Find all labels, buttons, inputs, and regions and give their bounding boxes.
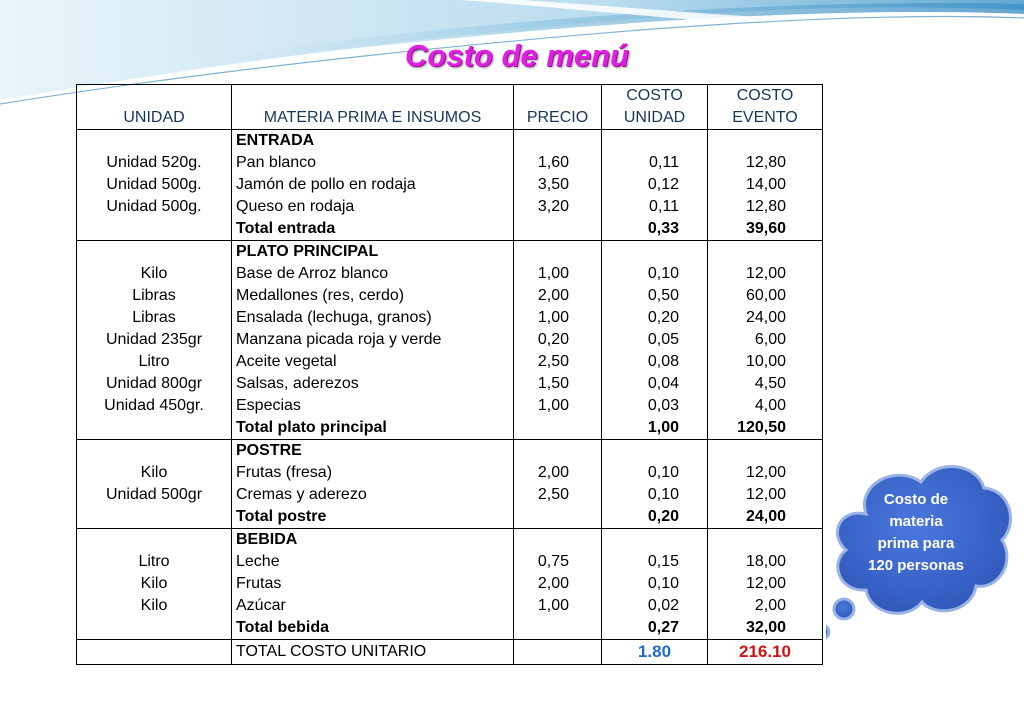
cost-unit-cell: 0,11 <box>602 152 708 174</box>
table-row <box>77 307 823 329</box>
section-total-label: Total entrada <box>232 218 514 241</box>
cost-unit-cell <box>602 440 708 463</box>
cost-event-cell: 18,00 <box>708 551 823 573</box>
price-cell <box>514 440 602 463</box>
grand-total-unit-cell <box>77 640 232 665</box>
item-cell: Frutas (fresa) <box>232 462 514 484</box>
cost-event-cell <box>708 130 823 153</box>
table-row <box>77 395 823 417</box>
col-header-costo-unidad <box>602 85 708 130</box>
section-total-row <box>77 218 823 241</box>
table-row <box>77 174 823 196</box>
price-cell: 2,00 <box>514 573 602 595</box>
cost-unit-cell <box>602 130 708 153</box>
callout-line-2: materia <box>889 513 943 530</box>
grand-total-row <box>77 640 823 665</box>
cost-event-cell: 60,00 <box>708 285 823 307</box>
col-header-costo-evento <box>708 85 823 130</box>
table-row <box>77 462 823 484</box>
unit-cell: Kilo <box>77 573 232 595</box>
price-cell <box>514 241 602 264</box>
cost-unit-cell: 0,10 <box>602 462 708 484</box>
price-cell: 0,75 <box>514 551 602 573</box>
cost-unit-cell: 0,03 <box>602 395 708 417</box>
unit-cell: Litro <box>77 351 232 373</box>
col-header-precio: PRECIO <box>514 85 602 130</box>
cost-event-cell: 12,00 <box>708 263 823 285</box>
item-cell: Aceite vegetal <box>232 351 514 373</box>
price-cell <box>514 130 602 153</box>
item-cell: Especias <box>232 395 514 417</box>
callout-line-1: Costo de <box>883 491 949 508</box>
cost-event-cell <box>708 241 823 264</box>
price-cell <box>514 506 602 529</box>
unit-cell: Unidad 500gr <box>77 484 232 506</box>
section-total-row <box>77 417 823 440</box>
table-row <box>77 196 823 218</box>
unit-cell: Unidad 450gr. <box>77 395 232 417</box>
unit-cell: Unidad 235gr <box>77 329 232 351</box>
grand-total-costo-evento: 216.10 <box>708 640 823 665</box>
price-cell: 1,00 <box>514 595 602 617</box>
section-total-label: Total plato principal <box>232 417 514 440</box>
table-row <box>77 351 823 373</box>
section-total-costo-evento: 120,50 <box>708 417 823 440</box>
price-cell: 1,50 <box>514 373 602 395</box>
item-cell: Jamón de pollo en rodaja <box>232 174 514 196</box>
price-cell: 2,00 <box>514 285 602 307</box>
cost-event-cell: 12,80 <box>708 196 823 218</box>
item-cell: Salsas, aderezos <box>232 373 514 395</box>
unit-cell: Libras <box>77 307 232 329</box>
unit-cell <box>77 417 232 440</box>
section-title: POSTRE <box>232 440 514 463</box>
cost-unit-cell: 0,12 <box>602 174 708 196</box>
price-cell <box>514 417 602 440</box>
section-title: BEBIDA <box>232 529 514 552</box>
unit-cell: Libras <box>77 285 232 307</box>
col-header-costo-evento-line2: EVENTO <box>732 109 798 126</box>
price-cell: 0,20 <box>514 329 602 351</box>
price-cell <box>514 218 602 241</box>
section-header-row <box>77 241 823 264</box>
unit-cell: Kilo <box>77 263 232 285</box>
menu-cost-table <box>76 84 823 665</box>
unit-cell <box>77 506 232 529</box>
cost-unit-cell: 0,10 <box>602 484 708 506</box>
col-header-costo-evento-line1: COSTO <box>736 87 794 104</box>
item-cell: Azúcar <box>232 595 514 617</box>
item-cell: Base de Arroz blanco <box>232 263 514 285</box>
price-cell: 1,60 <box>514 152 602 174</box>
price-cell: 1,00 <box>514 307 602 329</box>
grand-total-costo-unidad: 1.80 <box>602 640 708 665</box>
item-cell: Manzana picada roja y verde <box>232 329 514 351</box>
unit-cell <box>77 130 232 153</box>
unit-cell: Kilo <box>77 462 232 484</box>
price-cell: 2,50 <box>514 484 602 506</box>
unit-cell: Unidad 520g. <box>77 152 232 174</box>
section-header-row <box>77 529 823 552</box>
item-cell: Ensalada (lechuga, granos) <box>232 307 514 329</box>
cost-unit-cell: 0,02 <box>602 595 708 617</box>
section-total-row <box>77 506 823 529</box>
unit-cell <box>77 617 232 640</box>
cost-unit-cell: 0,15 <box>602 551 708 573</box>
price-cell: 2,00 <box>514 462 602 484</box>
cost-unit-cell <box>602 241 708 264</box>
unit-cell: Unidad 500g. <box>77 196 232 218</box>
table-row <box>77 573 823 595</box>
col-header-costo-unidad-line1: COSTO <box>626 87 683 104</box>
col-header-unidad: UNIDAD <box>77 85 232 130</box>
cost-event-cell: 12,00 <box>708 573 823 595</box>
price-cell: 2,50 <box>514 351 602 373</box>
item-cell: Pan blanco <box>232 152 514 174</box>
table-row <box>77 551 823 573</box>
section-total-label: Total bebida <box>232 617 514 640</box>
cost-unit-cell: 0,11 <box>602 196 708 218</box>
section-total-costo-unidad: 0,33 <box>602 218 708 241</box>
section-header-row <box>77 130 823 153</box>
cost-event-cell: 10,00 <box>708 351 823 373</box>
callout-text <box>860 489 972 577</box>
col-header-materia: MATERIA PRIMA E INSUMOS <box>232 85 514 130</box>
table-row <box>77 484 823 506</box>
cost-event-cell: 6,00 <box>708 329 823 351</box>
cost-event-cell: 12,80 <box>708 152 823 174</box>
cost-unit-cell: 0,50 <box>602 285 708 307</box>
price-cell: 3,20 <box>514 196 602 218</box>
item-cell: Leche <box>232 551 514 573</box>
cost-unit-cell: 0,04 <box>602 373 708 395</box>
price-cell <box>514 617 602 640</box>
cost-event-cell: 12,00 <box>708 484 823 506</box>
item-cell: Queso en rodaja <box>232 196 514 218</box>
cost-event-cell: 14,00 <box>708 174 823 196</box>
grand-total-price-cell <box>514 640 602 665</box>
cost-event-cell: 24,00 <box>708 307 823 329</box>
section-total-costo-evento: 39,60 <box>708 218 823 241</box>
price-cell: 1,00 <box>514 263 602 285</box>
cost-event-cell: 4,50 <box>708 373 823 395</box>
cost-event-cell: 4,00 <box>708 395 823 417</box>
section-total-label: Total postre <box>232 506 514 529</box>
price-cell: 3,50 <box>514 174 602 196</box>
section-header-row <box>77 440 823 463</box>
section-total-costo-unidad: 0,20 <box>602 506 708 529</box>
unit-cell: Unidad 500g. <box>77 174 232 196</box>
cost-unit-cell: 0,10 <box>602 263 708 285</box>
cost-event-cell <box>708 440 823 463</box>
unit-cell: Litro <box>77 551 232 573</box>
section-total-costo-evento: 24,00 <box>708 506 823 529</box>
section-title: ENTRADA <box>232 130 514 153</box>
section-total-costo-unidad: 0,27 <box>602 617 708 640</box>
cost-event-cell: 2,00 <box>708 595 823 617</box>
table-body <box>77 130 823 640</box>
item-cell: Frutas <box>232 573 514 595</box>
page-title: Costo de menú <box>405 38 629 73</box>
unit-cell <box>77 241 232 264</box>
cost-unit-cell: 0,10 <box>602 573 708 595</box>
unit-cell: Kilo <box>77 595 232 617</box>
cost-event-cell: 12,00 <box>708 462 823 484</box>
cost-event-cell <box>708 529 823 552</box>
item-cell: Medallones (res, cerdo) <box>232 285 514 307</box>
section-title: PLATO PRINCIPAL <box>232 241 514 264</box>
table-row <box>77 329 823 351</box>
section-total-row <box>77 617 823 640</box>
item-cell: Cremas y aderezo <box>232 484 514 506</box>
table-row <box>77 152 823 174</box>
unit-cell <box>77 218 232 241</box>
unit-cell <box>77 440 232 463</box>
table-row <box>77 595 823 617</box>
callout-line-4: 120 personas <box>868 557 964 574</box>
cost-unit-cell <box>602 529 708 552</box>
section-total-costo-evento: 32,00 <box>708 617 823 640</box>
callout-line-3: prima para <box>877 535 955 552</box>
price-cell <box>514 529 602 552</box>
col-header-costo-unidad-line2: UNIDAD <box>623 109 686 126</box>
unit-cell: Unidad 800gr <box>77 373 232 395</box>
unit-cell <box>77 529 232 552</box>
table-row <box>77 373 823 395</box>
grand-total-label: TOTAL COSTO UNITARIO <box>232 640 514 665</box>
table-row <box>77 285 823 307</box>
cost-unit-cell: 0,08 <box>602 351 708 373</box>
section-total-costo-unidad: 1,00 <box>602 417 708 440</box>
table-row <box>77 263 823 285</box>
cost-unit-cell: 0,05 <box>602 329 708 351</box>
cost-unit-cell: 0,20 <box>602 307 708 329</box>
price-cell: 1,00 <box>514 395 602 417</box>
table-header-row <box>77 85 823 130</box>
